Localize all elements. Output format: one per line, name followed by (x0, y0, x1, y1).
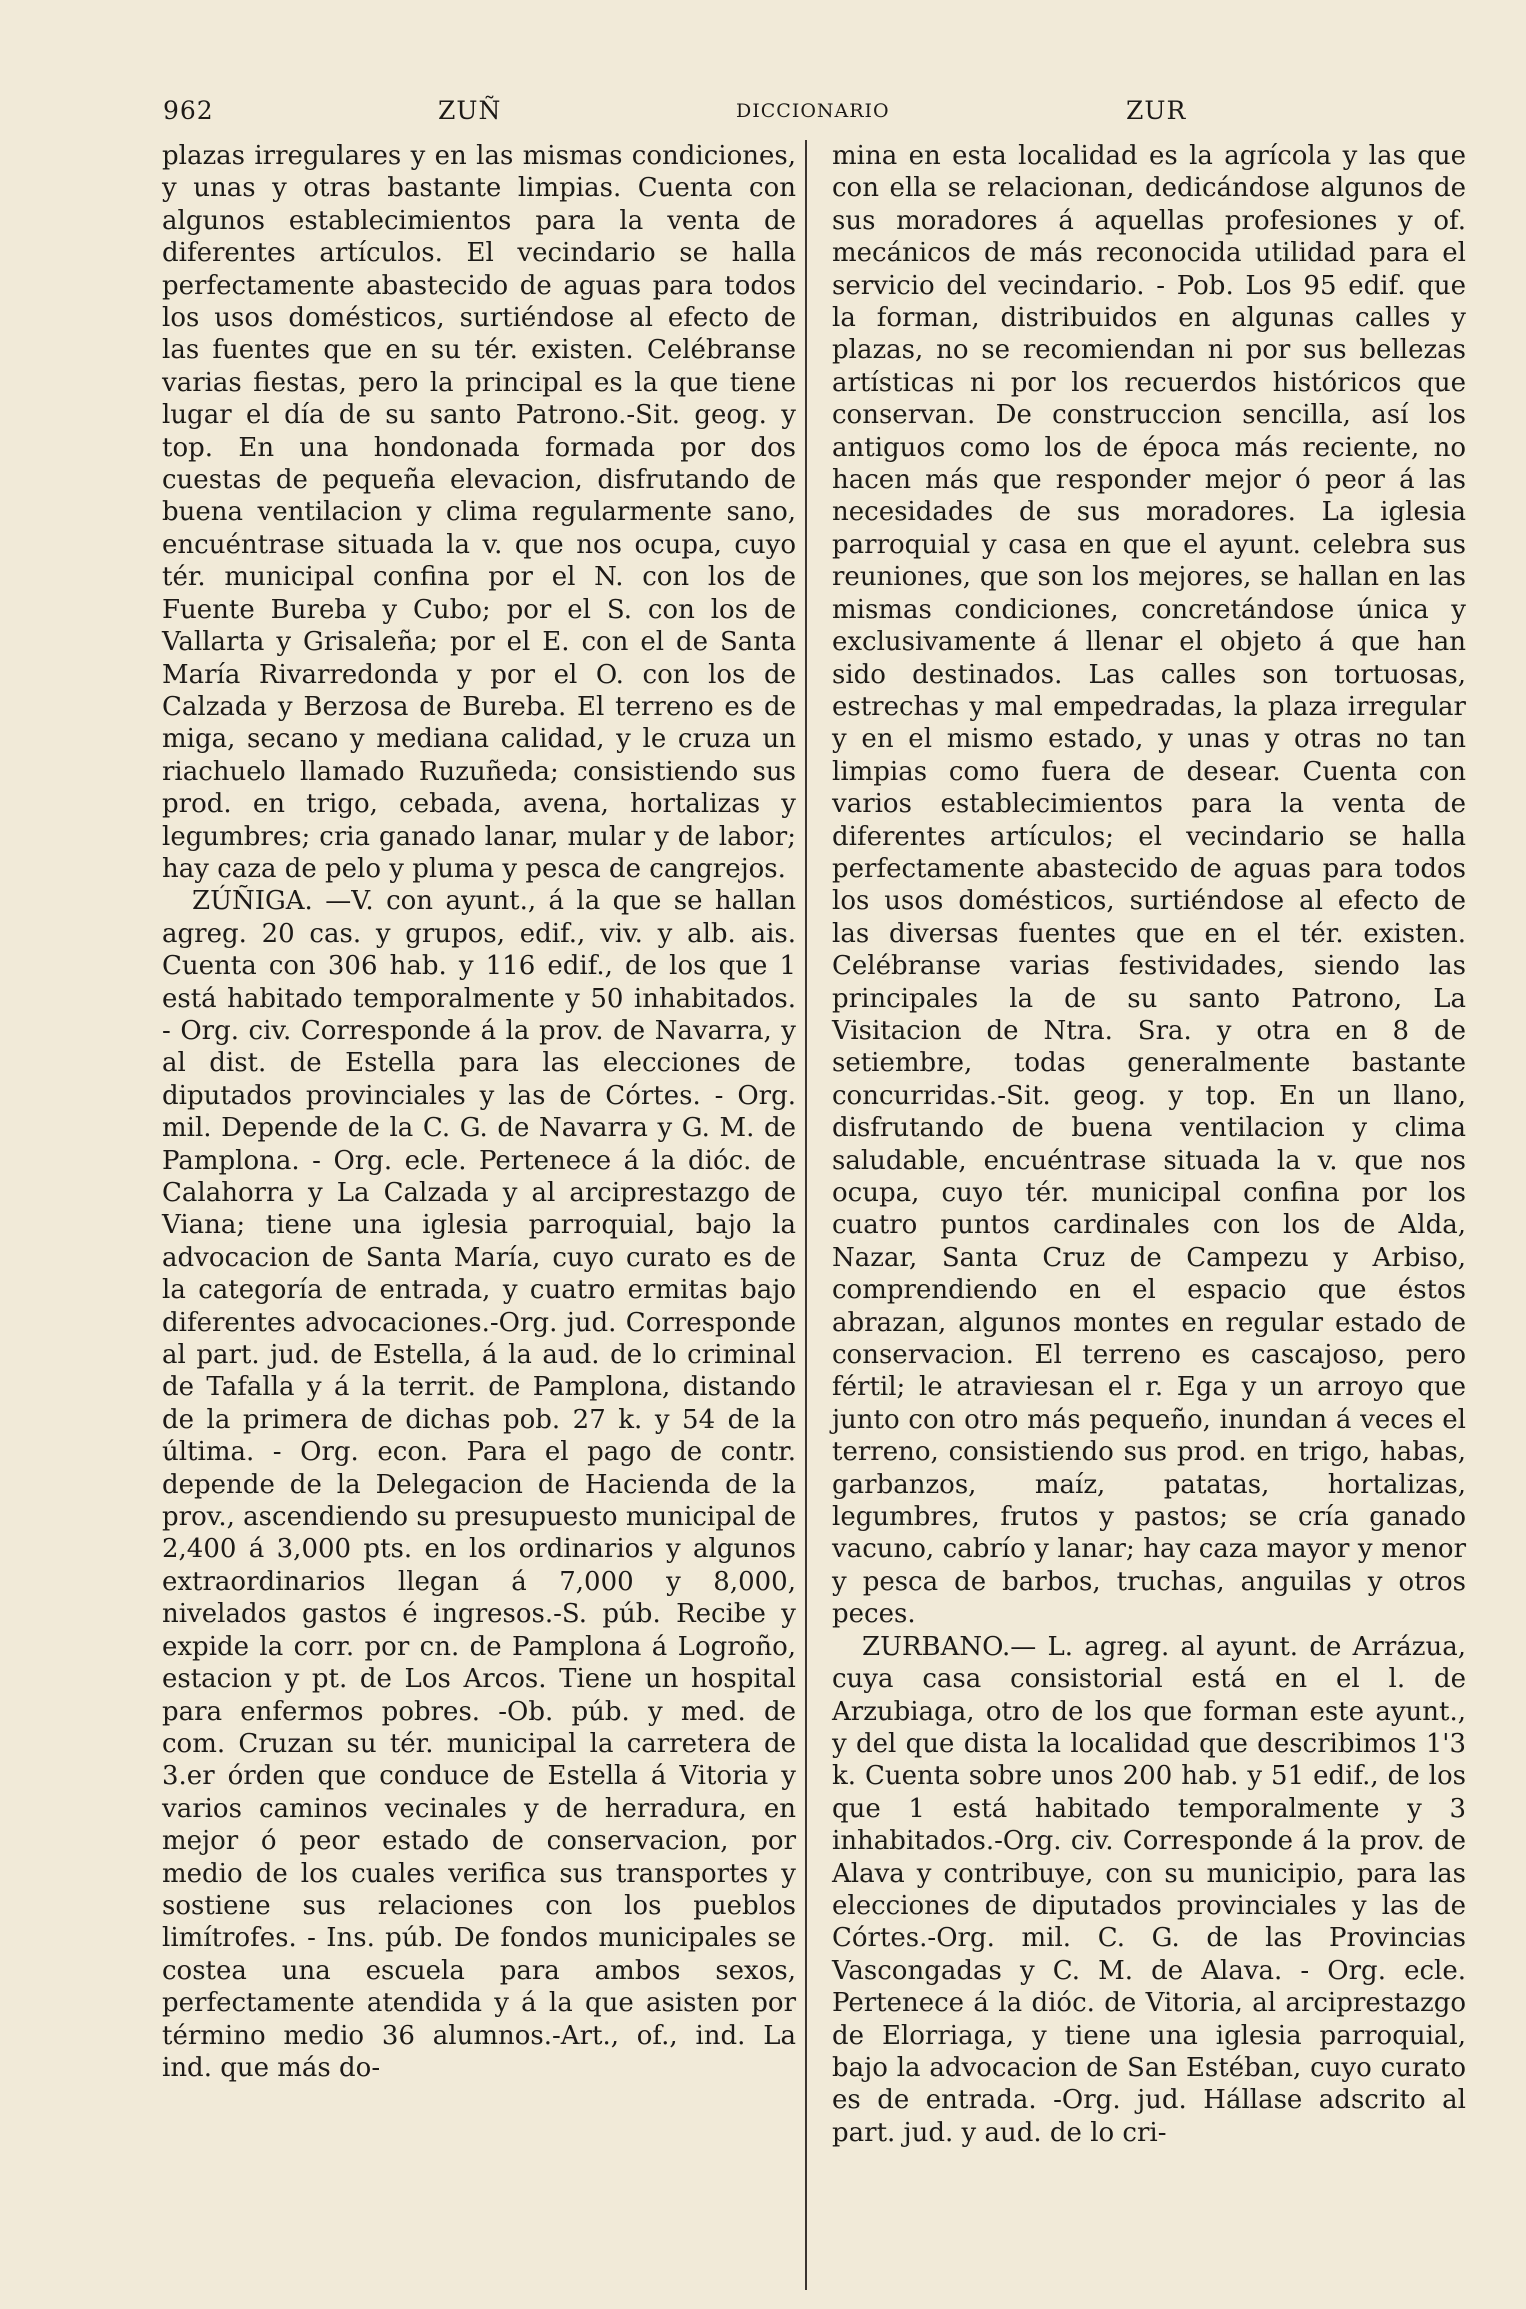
entry-zuniga: ZÚÑIGA. —V. con ayunt., á la que se hallan agreg. 20 cas. y grupos, edif., viv. y alb. ais. Cuenta con 306 hab. y 116 edif., de los que 1 está habitado temporalmente y 50 inhabitados. - Org. civ. Corresponde á la prov. de Navarra, y al dist. de Estella para las elecciones de diputados provinciales y las de Córtes. - Org. mil. Depende de la C. G. de Navarra y G. M. de Pamplona. - Org. ecle. Pertenece á la dióc. de Calahorra y La Calzada y al arciprestazgo de Viana; tiene una iglesia parroquial, bajo la advocacion de Santa María, cuyo curato es de la categoría de entrada, y cuatro ermitas bajo diferentes advocaciones.-Org. jud. Corresponde al part. jud. de Estella, á la aud. de lo criminal de Tafalla y á la territ. de Pamplona, distando de la primera de dichas pob. 27 k. y 54 de la última. - Org. econ. Para el pago de contr. depende de la Delegacion de Hacienda de la prov., ascendiendo su presupuesto municipal de 2,400 á 3,000 pts. en los ordinarios y algunos extraordinarios llegan á 7,000 y 8,000, nivelados gastos é ingresos.-S. púb. Recibe y expide la corr. por cn. de Pamplona á Logroño, estacion y pt. de Los Arcos. Tiene un hospital para enfermos pobres. -Ob. púb. y med. de com. Cruzan su tér. municipal la carretera de 3.er órden que conduce de Estella á Vitoria y varios caminos vecinales y de herradura, en mejor ó peor estado de conservacion, por medio de los cuales verifica sus transportes y sostiene sus relaciones con los pueblos limítrofes. - Ins. púb. De fondos municipales se costea una escuela para ambos sexos, perfectamente atendida y á la que asisten por término medio 36 alumnos.-Art., of., ind. La ind. que más do- (162, 886, 796, 2083)
column-divider (805, 140, 807, 2290)
entry-zurbano: ZURBANO.— L. agreg. al ayunt. de Arrázua, cuya casa consistorial está en el l. de Arzubiaga, otro de los que forman este ayunt., y del que dista la localidad que describimos 1'3 k. Cuenta sobre unos 200 hab. y 51 edif., de los que 1 está habitado temporalmente y 3 inhabitados.-Org. civ. Corresponde á la prov. de Alava y contribuye, con su municipio, para las elecciones de diputados provinciales y las de Córtes.-Org. mil. C. G. de las Provincias Vascongadas y C. M. de Alava. - Org. ecle. Pertenece á la dióc. de Vitoria, al arciprestazgo de Elorriaga, y tiene una iglesia parroquial, bajo la advocacion de San Estéban, cuyo curato es de entrada. -Org. jud. Hállase adscrito al part. jud. y aud. de lo cri- (832, 1631, 1466, 2148)
header-right-word: ZUR (1126, 96, 1187, 125)
header-left-word: ZUÑ (438, 96, 502, 125)
page-number: 962 (163, 96, 214, 125)
left-column (162, 140, 796, 2084)
entry-continuation-text: plazas irregulares y en las mismas condiciones, y unas y otras bastante limpias. Cuenta con algunos establecimientos para la venta de diferentes artículos. El vecindario se halla perfectamente abastecido de aguas para todos los usos domésticos, surtiéndose al efecto de las fuentes que en su tér. existen. Celébranse varias fiestas, pero la principal es la que tiene lugar el día de su santo Patrono.-Sit. geog. y top. En una hondonada formada por dos cuestas de pequeña elevacion, disfrutando de buena ventilacion y clima regularmente sano, encuéntrase situada la v. que nos ocupa, cuyo tér. municipal confina por el N. con los de Fuente Bureba y Cubo; por el S. con los de Vallarta y Grisaleña; por el E. con el de Santa María Rivarredonda y por el O. con los de Calzada y Berzosa de Bureba. El terreno es de miga, secano y mediana calidad, y le cruza un riachuelo llamado Ruzuñeda; consistiendo sus prod. en trigo, cebada, avena, hortalizas y legumbres; cria ganado lanar, mular y de labor; hay caza de pelo y pluma y pesca de cangrejos. (162, 141, 796, 884)
right-column (832, 140, 1466, 2149)
header-center-title: DICCIONARIO (736, 100, 890, 122)
entry-zuniga-continuation: mina en esta localidad es la agrícola y las que con ella se relacionan, dedicándose algunos de sus moradores á aquellas profesiones y of. mecánicos de más reconocida utilidad para el servicio del vecindario. - Pob. Los 95 edif. que la forman, distribuidos en algunas calles y plazas, no se recomiendan ni por sus bellezas artísticas ni por los recuerdos históricos que conservan. De construccion sencilla, así los antiguos como los de época más reciente, no hacen más que responder mejor ó peor á las necesidades de sus moradores. La iglesia parroquial y casa en que el ayunt. celebra sus reuniones, que son los mejores, se hallan en las mismas condiciones, concretándose única y exclusivamente á llenar el objeto á que han sido destinados. Las calles son tortuosas, estrechas y mal empedradas, la plaza irregular y en el mismo estado, y unas y otras no tan limpias como fuera de desear. Cuenta con varios establecimientos para la venta de diferentes artículos; el vecindario se halla perfectamente abastecido de aguas para todos los usos domésticos, surtiéndose al efecto de las diversas fuentes que en el tér. existen. Celébranse varias festividades, siendo las principales la de su santo Patrono, La Visitacion de Ntra. Sra. y otra en 8 de setiembre, todas generalmente bastante concurridas.-Sit. geog. y top. En un llano, disfrutando de buena ventilacion y clima saludable, encuéntrase situada la v. que nos ocupa, cuyo tér. municipal confina por los cuatro puntos cardinales con los de Alda, Nazar, Santa Cruz de Campezu y Arbiso, comprendiendo en el espacio que éstos abrazan, algunos montes en regular estado de conservacion. El terreno es cascajoso, pero fértil; le atraviesan el r. Ega y un arroyo que junto con otro más pequeño, inundan á veces el terreno, consistiendo sus prod. en trigo, habas, garbanzos, maíz, patatas, hortalizas, legumbres, frutos y pastos; se cría ganado vacuno, cabrío y lanar; hay caza mayor y menor y pesca de barbos, truchas, anguilas y otros peces. (832, 141, 1466, 1630)
